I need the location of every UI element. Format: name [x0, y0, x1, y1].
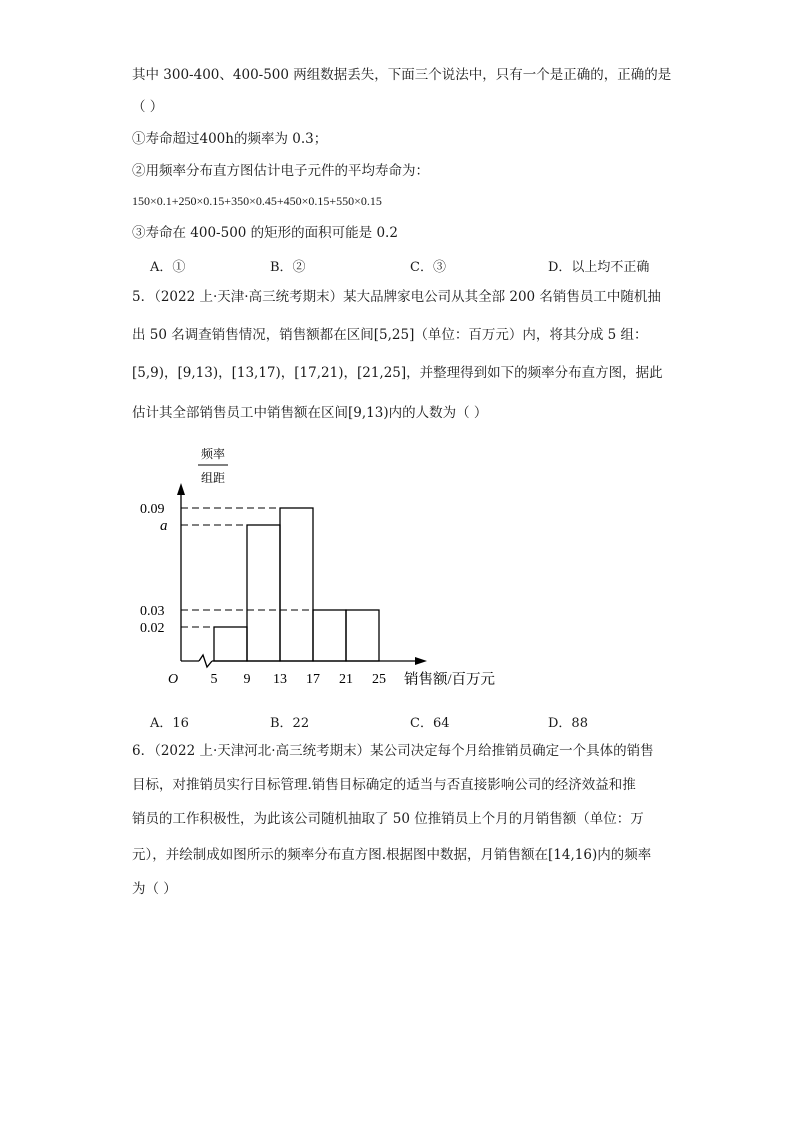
q4-statement-2: ②用频率分布直方图估计电子元件的平均寿命为：: [132, 163, 429, 179]
y-tick-label: 0.02: [140, 621, 165, 636]
q4-option-d: D．以上均不正确: [548, 260, 650, 275]
q6-text-line-2: 目标，对推销员实行目标管理.销售目标确定的适当与否直接影响公司的经济效益和推: [132, 777, 636, 793]
q6-text-line-3: 销员的工作积极性，为此该公司随机抽取了 50 位推销员上个月的月销售额（单位：万: [132, 811, 644, 827]
histogram-bar: [247, 525, 280, 661]
y-tick-label: 0.09: [140, 502, 165, 517]
x-axis-arrow: [415, 657, 427, 665]
q5-option-a: A．16: [150, 716, 189, 731]
q5-text-line-3: [5,9)，[9,13)，[13,17)，[17,21)，[21,25]，并整理得到如下的频率分布直方图，据此: [132, 365, 663, 381]
q6-text-line-4: 元），并绘制成如图所示的频率分布直方图.根据图中数据，月销售额在[14,16)内的频率: [132, 847, 652, 863]
q6-text-line-1: 6．（2022 上·天津河北·高三统考期末）某公司决定每个月给推销员确定一个具体的销售: [132, 743, 654, 759]
y-tick-label: a: [160, 518, 168, 534]
q5-option-b: B．22: [270, 716, 310, 731]
q5-text-line-4: 估计其全部销售员工中销售额在区间[9,13)内的人数为（ ）: [132, 405, 488, 421]
x-tick-label: 17: [306, 672, 320, 687]
q4-formula: 150×0.1+250×0.15+350×0.45+450×0.15+550×0.15: [132, 194, 382, 208]
x-tick-label: 9: [243, 672, 251, 687]
x-tick-label: 25: [372, 672, 386, 687]
x-tick-label: 13: [273, 672, 287, 687]
q4-option-a: A．①: [150, 260, 186, 275]
histogram-bar: [214, 627, 247, 661]
q4-answer-blank: （ ）: [132, 99, 164, 115]
x-axis-label: 销售额/百万元: [404, 672, 496, 688]
histogram-bar: [346, 610, 379, 661]
q6-text-line-5: 为（ ）: [132, 881, 177, 897]
y-axis-arrow: [177, 483, 185, 495]
q4-text-line-1: 其中 300-400、400-500 两组数据丢失，下面三个说法中，只有一个是正确的，正确的是: [132, 67, 672, 83]
x-axis-break: [199, 655, 212, 667]
histogram-bar: [313, 610, 346, 661]
q4-option-c: C．③: [410, 260, 446, 275]
x-tick-label: 21: [339, 672, 353, 687]
y-axis-label-bottom: 组距: [200, 471, 226, 485]
y-tick-label: 0.03: [140, 604, 165, 619]
x-tick-label: 5: [210, 672, 218, 687]
y-axis-label-top: 频率: [200, 447, 226, 461]
q5-option-d: D．88: [548, 716, 588, 731]
histogram-bar: [280, 508, 313, 661]
q5-option-c: C．64: [410, 716, 450, 731]
origin-label: O: [168, 672, 179, 687]
q4-option-b: B．②: [270, 260, 306, 275]
q4-statement-1: ①寿命超过400h的频率为 0.3；: [132, 131, 328, 147]
q4-statement-3: ③寿命在 400-500 的矩形的面积可能是 0.2: [132, 225, 398, 241]
q5-text-line-1: 5．（2022 上·天津·高三统考期末）某大品牌家电公司从其全部 200 名销售员工中随机抽: [132, 289, 661, 305]
q5-text-line-2: 出 50 名调查销售情况，销售额都在区间[5,25]（单位：百万元）内，将其分成 5 组：: [132, 327, 648, 343]
